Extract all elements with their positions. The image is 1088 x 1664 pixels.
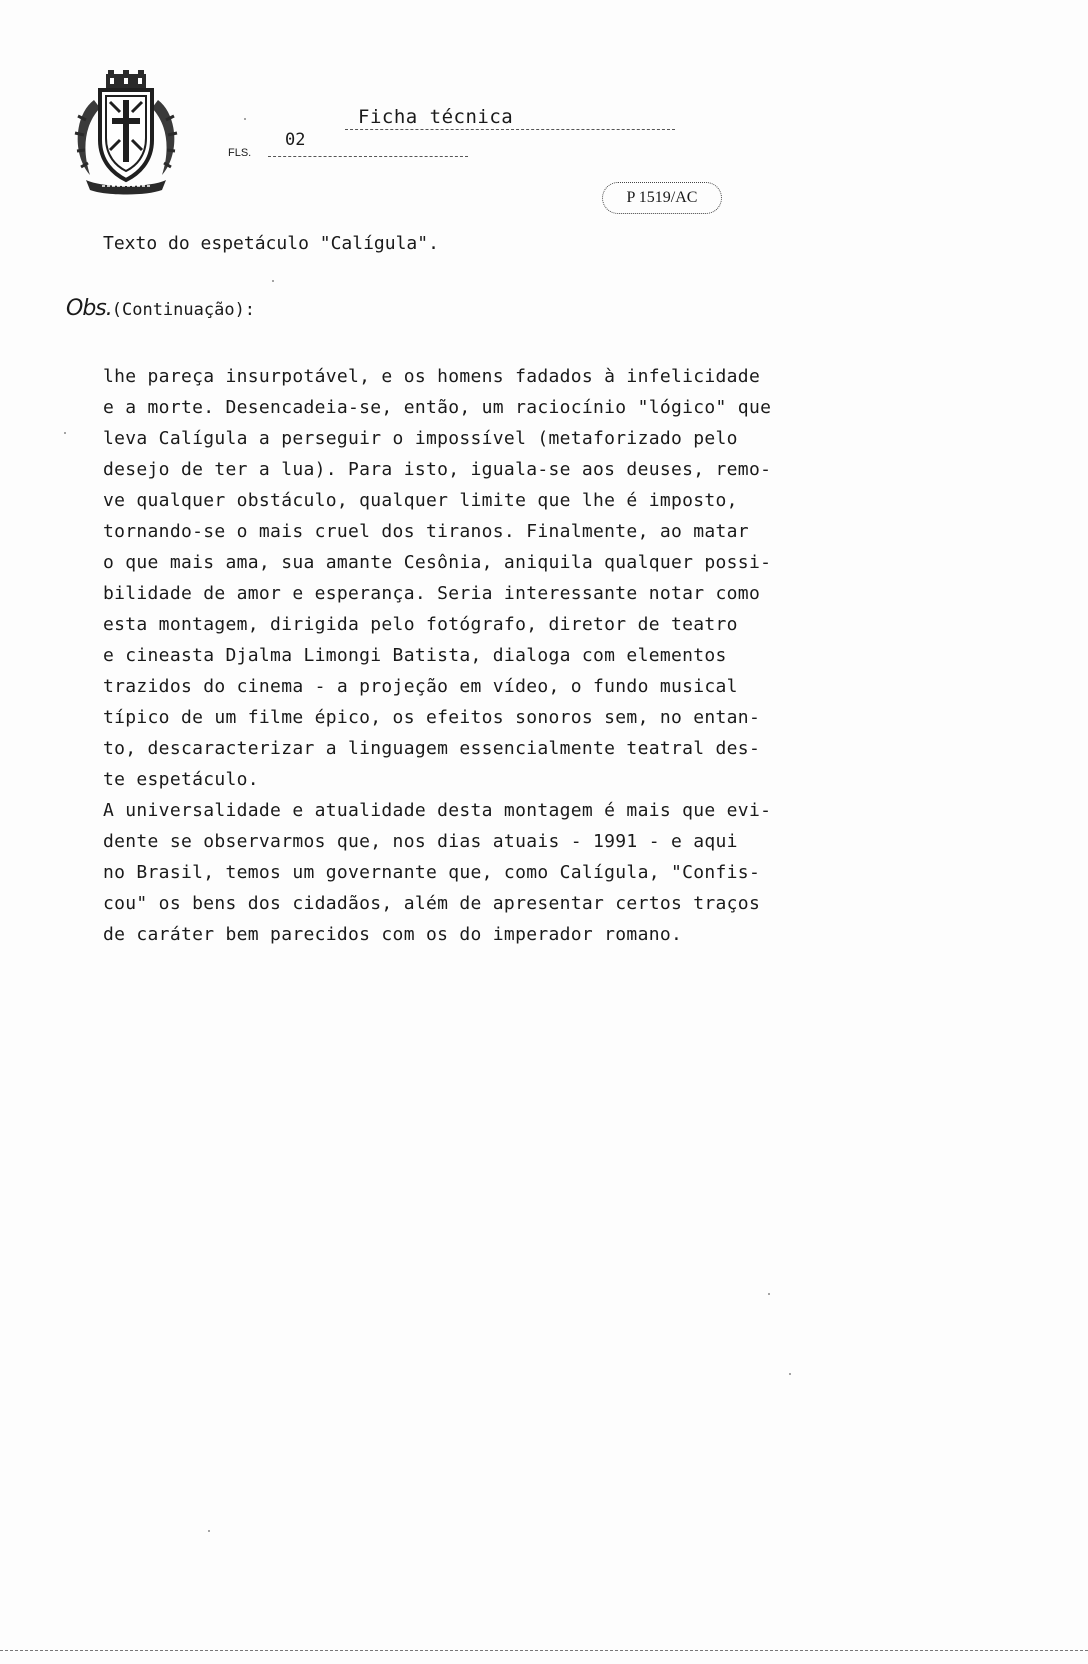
body-text [103, 361, 903, 950]
body-line: ve qualquer obstáculo, qualquer limite que lhe é imposto, [103, 490, 738, 511]
body-line: A universalidade e atualidade desta montagem é mais que evi- [103, 800, 772, 821]
body-line: lhe pareça insurpotável, e os homens fadados à infelicidade [103, 366, 761, 387]
scan-speck [208, 1530, 210, 1532]
scan-speck [272, 280, 274, 282]
body-line: tornando-se o mais cruel dos tiranos. Finalmente, ao matar [103, 521, 749, 542]
document-subject: Texto do espetáculo "Calígula". [103, 233, 439, 254]
fls-underline [268, 156, 468, 157]
body-line: dente se observarmos que, nos dias atuais - 1991 - e aqui [103, 831, 738, 852]
coat-of-arms-icon [72, 70, 180, 195]
body-line: cou" os bens dos cidadãos, além de apresentar certos traços [103, 893, 761, 914]
body-line: bilidade de amor e esperança. Seria interessante notar como [103, 583, 761, 604]
scan-speck [768, 1293, 770, 1295]
coat-of-arms-emblem [72, 70, 180, 195]
scan-speck [244, 118, 246, 120]
scan-speck [64, 432, 66, 434]
fls-label: FLS. [228, 147, 252, 159]
title-underline [345, 129, 675, 130]
scan-bottom-edge [0, 1650, 1088, 1651]
obs-handwritten-label: Obs. [66, 296, 112, 321]
document-title: Ficha técnica [358, 106, 514, 128]
scan-speck [789, 1373, 791, 1375]
body-line: de caráter bem parecidos com os do imperador romano. [103, 924, 683, 945]
fls-page-number: 02 [285, 130, 306, 150]
obs-continuation-label: (Continuação): [111, 300, 256, 320]
body-line: trazidos do cinema - a projeção em vídeo, o fundo musical [103, 676, 738, 697]
body-line: no Brasil, temos um governante que, como Calígula, "Confis- [103, 862, 761, 883]
body-line: leva Calígula a perseguir o impossível (metaforizado pelo [103, 428, 738, 449]
obs-heading [66, 296, 255, 321]
body-line: te espetáculo. [103, 769, 259, 790]
body-line: e a morte. Desencadeia-se, então, um raciocínio "lógico" que [103, 397, 772, 418]
body-line: e cineasta Djalma Limongi Batista, dialoga com elementos [103, 645, 727, 666]
body-line: to, descaracterizar a linguagem essencialmente teatral des- [103, 738, 761, 759]
body-line: o que mais ama, sua amante Cesônia, aniquila qualquer possi- [103, 552, 772, 573]
body-line: desejo de ter a lua). Para isto, iguala-se aos deuses, remo- [103, 459, 772, 480]
reference-stamp: P 1519/AC [602, 182, 722, 214]
body-line: esta montagem, dirigida pelo fotógrafo, diretor de teatro [103, 614, 738, 635]
body-line: típico de um filme épico, os efeitos sonoros sem, no entan- [103, 707, 761, 728]
